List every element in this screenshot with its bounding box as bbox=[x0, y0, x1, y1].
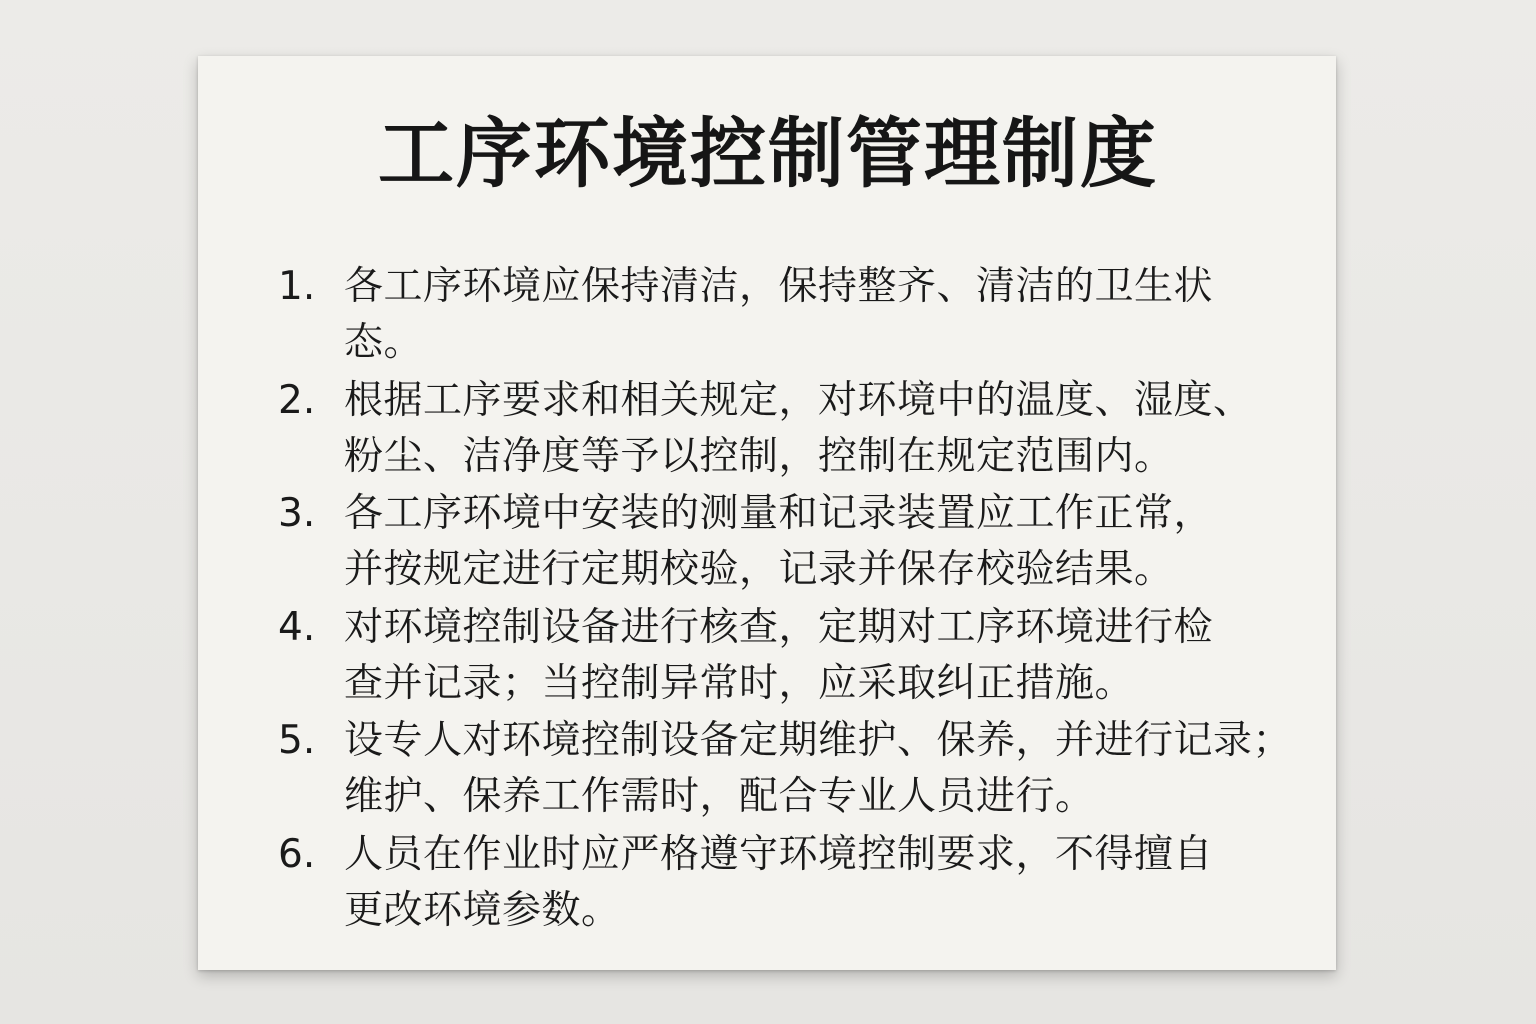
rule-number: 5. bbox=[278, 718, 316, 763]
rule-text: 对环境控制设备进行核查，定期对工序环境进行检 查并记录；当控制异常时，应采取纠正措施。 bbox=[344, 604, 1214, 706]
page-title: 工序环境控制管理制度 bbox=[378, 109, 1158, 198]
rule-item-1 bbox=[278, 259, 1308, 373]
rule-number: 6. bbox=[278, 831, 316, 877]
rule-text: 根据工序要求和相关规定，对环境中的温度、湿度、 粉尘、洁净度等予以控制，控制在规定范围内。 bbox=[344, 377, 1253, 479]
rule-text: 各工序环境中安装的测量和记录装置应工作正常， 并按规定进行定期校验，记录并保存校验结果。 bbox=[344, 491, 1214, 592]
rule-text: 设专人对环境控制设备定期维护、保养，并进行记录； 维护、保养工作需时，配合专业人员进行。 bbox=[344, 718, 1293, 819]
rule-number: 1. bbox=[278, 264, 316, 309]
rule-number: 4. bbox=[278, 604, 316, 650]
rule-item-6 bbox=[278, 827, 1308, 941]
rule-item-3 bbox=[278, 486, 1308, 600]
rule-item-2 bbox=[278, 373, 1308, 487]
rule-text: 各工序环境应保持清洁，保持整齐、清洁的卫生状 态。 bbox=[344, 264, 1214, 365]
rule-text: 人员在作业时应严格遵守环境控制要求，不得擅自 更改环境参数。 bbox=[344, 831, 1214, 933]
rule-number: 3. bbox=[278, 491, 316, 536]
rule-item-4 bbox=[278, 600, 1308, 714]
rule-item-5 bbox=[278, 713, 1308, 827]
rule-list bbox=[278, 259, 1308, 940]
rule-number: 2. bbox=[278, 377, 316, 423]
